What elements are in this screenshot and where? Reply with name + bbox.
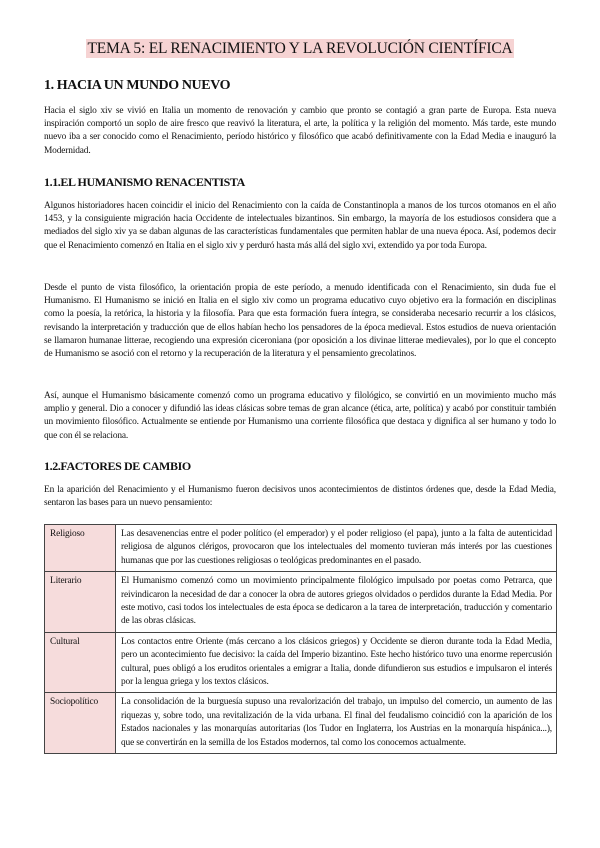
factor-description: Las desavenencias entre el poder político (el emperador) y el poder religioso (el papa), junto a la falta de autenticidad religiosa de algunos clérigos, provocaron que los intelectuales del momento tuvieran más interés por las cuestiones humanas que por las cuestiones religiosas o teológicas predominantes en el pasado.	[116, 525, 557, 572]
document-title: TEMA 5: EL RENACIMIENTO Y LA REVOLUCIÓN CIENTÍFICA	[87, 40, 513, 57]
section-1-1-paragraph-1: Algunos historiadores hacen coincidir el inicio del Renacimiento con la caída de Constantinopla a manos de los turcos otomanos en el año 1453, y la consiguiente migración hacia Occidente de intelectuales bizantinos. Sin embargo, la mayoría de los estudiosos considera que a mediados del siglo xiv ya se daban algunas de las características fundamentales que permiten hablar de una nueva época. Así, podemos decir que el Renacimiento comenzó en Italia en el siglo xiv y perduró hasta más allá del siglo xvi, extendido ya por toda Europa.	[44, 201, 556, 251]
table-row	[45, 632, 557, 693]
table-row	[45, 525, 557, 572]
section-1-1-paragraph-3: Así, aunque el Humanismo básicamente comenzó como un programa educativo y filológico, se convirtió en un movimiento mucho más amplio y general. Dio a conocer y difundió las ideas clásicas sobre temas de gran alcance (ética, arte, política) y acabó por constituir también un movimiento filosófico. Actualmente se entiende por Humanismo una corriente filosófica que destaca y dignifica al ser humano y todo lo que con él se relaciona.	[44, 391, 556, 441]
section-1-1-heading: 1.1.EL HUMANISMO RENACENTISTA	[44, 175, 245, 189]
factor-description: La consolidación de la burguesía supuso una revalorización del trabajo, un impulso del comercio, un aumento de las riquezas y, sobre todo, una revitalización de la vida urbana. El final del feudalismo coincidió con la aparición de los Estados nacionales y las monarquías autoritarias (los Tudor en Inglaterra, los Austrias en la monarquía hispánica...), que se convertirán en la semilla de los Estados modernos, tal como los conocemos actualmente.	[116, 693, 557, 754]
factor-category: Cultural	[45, 632, 116, 693]
factor-category: Literario	[45, 572, 116, 633]
table-row	[45, 693, 557, 754]
factor-description: El Humanismo comenzó como un movimiento principalmente filológico impulsado por poetas como Petrarca, que reivindicaron la necesidad de dar a conocer la obra de autores griegos olvidados o perdidos durante la Edad Media. Por este motivo, casi todos los intelectuales de esta época se dedicaron a la tarea de interpretación, traducción y comentario de las obras clásicas.	[116, 572, 557, 633]
factor-category: Religioso	[45, 525, 116, 572]
section-1-heading: 1. HACIA UN MUNDO NUEVO	[44, 78, 231, 93]
table-row	[45, 572, 557, 633]
section-1-1-paragraph-2: Desde el punto de vista filosófico, la orientación propia de este período, a menudo identificada con el Renacimiento, sin duda fue el Humanismo. El Humanismo se inició en Italia en el siglo xiv como un programa educativo cuyo objetivo era la formación en disciplinas como la poesía, la retórica, la historia y la filosofía. Para que esta formación fuera íntegra, se consideraba necesario recurrir a los clásicos, revisando la interpretación y traducción que de ellos habían hecho los pensadores de la época medieval. Estos estudios de nueva orientación se llamaron humanae litterae, recogiendo una expresión ciceroniana (por oposición a los divinae litterae medievales), por lo que el concepto de Humanismo se asoció con el retorno y la recuperación de la literatura y el pensamiento grecolatinos.	[44, 283, 556, 360]
section-1-2-heading: 1.2.FACTORES DE CAMBIO	[44, 459, 191, 473]
section-1-paragraph: Hacia el siglo xiv se vivió en Italia un momento de renovación y cambio que pronto se contagió a gran parte de Europa. Esta nueva inspiración comportó un soplo de aire fresco que reavivó la literatura, el arte, la política y la religión del momento. Más tarde, este mundo nuevo iba a ser conocido como el Renacimiento, período histórico y filosófico que acabó definitivamente con la Edad Media e inauguró la Modernidad.	[44, 106, 556, 156]
factor-category: Sociopolítico	[45, 693, 116, 754]
section-1-2-intro: En la aparición del Renacimiento y el Humanismo fueron decisivos unos acontecimientos de distintos órdenes que, desde la Edad Media, sentaron las bases para un nuevo pensamiento:	[44, 485, 556, 509]
factor-description: Los contactos entre Oriente (más cercano a los clásicos griegos) y Occidente se dieron durante toda la Edad Media, pero un acontecimiento fue decisivo: la caída del Imperio bizantino. Este hecho histórico tuvo una enorme repercusión cultural, pues obligó a los eruditos orientales a emigrar a Italia, donde difundieron sus estudios e impulsaron el interés por la lengua griega y los textos clásicos.	[116, 632, 557, 693]
factors-table	[44, 524, 557, 754]
